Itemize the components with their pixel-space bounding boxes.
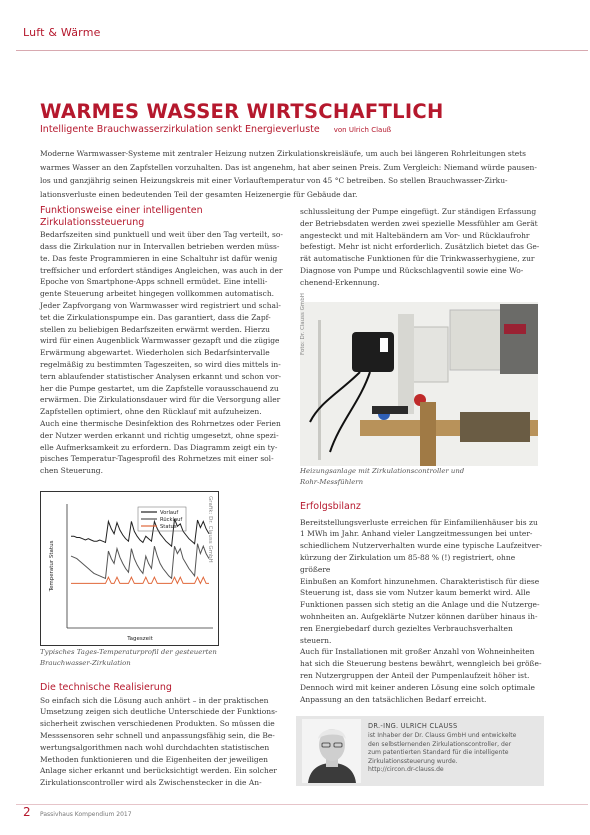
text-line: treffsicher und erfordert ständiges Angleichen, was auch in der xyxy=(40,265,283,275)
text-line: Funktionen passen sich stetig an die Anlage und die Nutzerge- xyxy=(300,600,540,610)
text-line: Messsensoren sehr schnell und anpassungsfähig sein, die Be- xyxy=(40,730,275,740)
text-line: dass die Zirkulation nur in Intervallen betrieben werden müss- xyxy=(40,241,280,251)
bio-line: ist Inhaber der Dr. Clauss GmbH und entwickelte xyxy=(368,732,517,740)
text-line: Zirkulationscontroller wird als Zwischenstecker in die An- xyxy=(40,778,262,788)
text-line: Bedarfszeiten sind punktuell und weit über den Tag verteilt, so- xyxy=(40,230,283,240)
lead-line: Moderne Warmwasser-Systeme mit zentraler Heizung nutzen Zirkulationskreisläufe, um auch bei längeren Rohrleitungen stets xyxy=(40,149,527,158)
caption-line: Rohr-Messfühlern xyxy=(300,477,364,486)
text-line: 1 MWh im Jahr. Anhand vieler Langzeitmessungen bei unter- xyxy=(300,529,533,539)
text-line: befestigt. Mehr ist nicht erforderlich. Zusätzlich bietet das Ge- xyxy=(300,242,540,252)
text-line: Jeder Zapfvorgang von Warmwasser wird registriert und schal- xyxy=(40,300,281,310)
body-text-continuation xyxy=(300,206,546,289)
legend-label: Status xyxy=(160,524,177,530)
caption-line: Brauchwasser-Zirkulation xyxy=(40,658,131,667)
text-line: Umsetzung zeigen sich deutliche Unterschiede der Funktions- xyxy=(40,707,278,717)
text-line: wird für einen Augenblick Warmwasser gezapft und die zügige xyxy=(40,336,280,346)
text-line: Dennoch wird mit keiner anderen Lösung eine solch optimale xyxy=(300,682,535,692)
heading-realisierung: Die technische Realisierung xyxy=(40,682,172,693)
text-line: erwärmen. Die Zirkulationsdauer wird für die Versorgung aller xyxy=(40,395,281,405)
series-line-3 xyxy=(71,577,209,583)
text-line: So einfach sich die Lösung auch anhört – in der praktischen xyxy=(40,695,269,705)
article-title: WARMES WASSER WIRTSCHAFTLICH xyxy=(40,100,444,123)
text-line: hat sich die Steuerung bestens bewährt, wenngleich bei größe- xyxy=(300,659,542,669)
text-line: schiedlichem Nutzerverhalten wurde eine typische Laufzeitver- xyxy=(300,541,543,551)
chart-canvas xyxy=(41,492,218,645)
author-portrait xyxy=(302,719,361,783)
text-line: Auch eine thermische Desinfektion des Rohrnetzes oder Ferien xyxy=(40,418,281,428)
caption-line: Typisches Tages-Temperaturprofil der gesteuerten xyxy=(40,648,217,656)
bio-url[interactable]: http://circon.dr-clauss.de xyxy=(368,766,444,774)
text-line: chen Steuerung. xyxy=(40,466,103,476)
heading-line: Funktionsweise einer intelligenten xyxy=(40,205,203,216)
legend-label: Vorlauf xyxy=(160,510,179,516)
article-subtitle xyxy=(40,124,391,135)
text-line: tet die Zirkulationspumpe ein. Das garantiert, dass die Zapf- xyxy=(40,312,271,322)
bio-name: DR.-ING. ULRICH CLAUSS xyxy=(368,722,458,730)
text-line: ren Energiebedarf durch gezieltes Verbrauchsverhalten steuern. xyxy=(300,623,513,645)
bio-line: den selbstlernenden Zirkulationscontroller, der xyxy=(368,740,512,748)
text-line: wohnheiten an. Aufgeklärte Nutzer können darüber hinaus ih- xyxy=(300,611,538,621)
text-line: Bereitstellungsverluste erreichen für Einfamilienhäuser bis zu xyxy=(300,517,538,527)
author-bio xyxy=(368,722,540,774)
text-line: pisches Temperatur-Tagesprofil des Rohrnetzes mit einer sol- xyxy=(40,454,274,464)
series-line-1 xyxy=(71,519,209,546)
lead-line: lationsverluste einen bedeutenden Teil der gesamten Heizenergie für Gebäude dar. xyxy=(40,189,358,199)
page-number: 2 xyxy=(23,805,31,819)
header-rule xyxy=(16,50,588,51)
chart-credit: Grafik: Dr. Clauss GmbH xyxy=(207,496,213,563)
text-line: Erwärmung abgewartet. Wiederholen sich Bedarfsintervalle xyxy=(40,348,270,358)
text-line: schlussleitung der Pumpe eingefügt. Zur ständigen Erfassung xyxy=(300,207,537,216)
text-line: regelmäßig zu bestimmten Tageszeiten, so wird dies mittels in- xyxy=(40,359,281,369)
portrait-illustration xyxy=(302,719,361,783)
text-line: der Nutzer werden erkannt und richtig umgesetzt, ohne spezi- xyxy=(40,430,279,440)
photo-illustration xyxy=(300,302,538,466)
heating-system-photo xyxy=(300,302,538,466)
text-line: Anpassung an den tatsächlichen Bedarf erreicht. xyxy=(300,694,487,704)
text-line: Einbußen an Komfort hinzunehmen. Charakteristisch für diese xyxy=(300,576,540,586)
text-line: sicherheit zwischen verschiedenen Produkten. So müssen die xyxy=(40,719,275,729)
text-line: Zapfstellen optimiert, ohne den Rücklauf mit aufzuheizen. xyxy=(40,407,262,417)
footer-rule xyxy=(16,804,588,805)
column-2-top xyxy=(300,206,546,289)
column-2-bottom xyxy=(300,501,546,705)
column-1-top xyxy=(40,205,284,477)
text-line: elle Aufmerksamkeit zu erfordern. Das Diagramm zeigt ein ty- xyxy=(40,442,278,452)
lead-line: warmes Wasser an den Zapfstellen vorzuhalten. Das ist angenehm, hat aber seinen Preis. Zum Vergleich: Niemand würde pausen- xyxy=(40,162,537,172)
publication-name: Passivhaus Kompendium 2017 xyxy=(40,811,132,818)
text-line: ren Nutzergruppen der Anteil der Pumpenlaufzeit höher ist. xyxy=(300,670,530,680)
y-axis-label: Temperatur Status xyxy=(49,540,55,592)
text-line: Epoche von Smartphone-Apps schnell ermüdet. Eine intelli- xyxy=(40,277,268,287)
text-line: tern ablaufender statistischer Analysen erkannt und schon vor- xyxy=(40,371,282,381)
chart-caption xyxy=(40,647,284,668)
bio-line: Zirkulationssteuerung wurde. xyxy=(368,757,458,765)
bio-line: zum patentierten Standard für die intelligente xyxy=(368,749,509,757)
heading-line: Zirkulationssteuerung xyxy=(40,216,145,228)
author-byline: von Ulrich Clauß xyxy=(333,126,392,134)
text-line: chenend-Erkennung. xyxy=(300,277,380,287)
heading-funktionsweise xyxy=(40,205,284,228)
series-line-2 xyxy=(71,544,209,579)
text-line: Auch für Installationen mit großer Anzahl von Wohneinheiten xyxy=(300,647,535,657)
photo-credit: Foto: Dr. Clauss GmbH xyxy=(300,293,306,355)
temperature-profile-chart xyxy=(40,491,219,646)
text-line: der Betriebsdaten werden zwei spezielle Messfühler am Gerät xyxy=(300,218,538,228)
column-1-bottom xyxy=(40,682,284,789)
text-line: te. Das feste Programmieren in eine Schaltuhr ist dafür wenig xyxy=(40,253,278,263)
text-line: Diagnose von Pumpe und Rückschlagventil sowie eine Wo- xyxy=(300,265,524,275)
text-line: wertungsalgorithmen nach wohl durchdachten statistischen xyxy=(40,742,270,752)
text-line: Steuerung ist, dass sie vom Nutzer kaum bemerkt wird. Alle xyxy=(300,588,531,598)
legend-label: Rücklauf xyxy=(160,517,183,523)
text-line: kürzung der Zirkulation um 85-88 % (!) registriert, ohne größere xyxy=(300,552,516,574)
body-text-funktionsweise xyxy=(40,229,284,477)
text-line: gente Steuerung arbeitet hingegen vollkommen automatisch. xyxy=(40,289,275,299)
lead-line: los und ganzjährig seinen Heizungskreis mit einer Vorlauftemperatur von 45 °C betreiben. So stellen Brauchwasser-Zirku- xyxy=(40,176,508,186)
text-line: stellen zu beliebigen Bedarfszeiten erwärmt werden. Hierzu xyxy=(40,324,270,334)
text-line: rät automatische Funktionen für die Trinkwasserhygiene, zur xyxy=(300,254,535,264)
text-line: her die Pumpe gestartet, um die Zapfstelle vorausschauend zu xyxy=(40,383,279,393)
caption-line: Heizungsanlage mit Zirkulationscontroller und xyxy=(300,467,465,475)
subtitle-text: Intelligente Brauchwasserzirkulation senkt Energieverluste xyxy=(40,124,320,135)
body-text-erfolgsbilanz xyxy=(300,517,546,706)
text-line: Anlage sicher erkannt und berücksichtigt werden. Ein solcher xyxy=(40,766,277,776)
photo-caption xyxy=(300,466,546,487)
section-tag: Luft & Wärme xyxy=(23,26,101,39)
heading-erfolgsbilanz: Erfolgsbilanz xyxy=(300,501,361,512)
text-line: angesteckt und mit Haltebändern am Vor- und Rücklaufrohr xyxy=(300,230,530,240)
x-axis-label: Tageszeit xyxy=(127,636,153,642)
lead-paragraph xyxy=(40,147,550,201)
body-text-realisierung xyxy=(40,695,284,789)
text-line: Methoden funktionieren und die Eigenheiten der jeweiligen xyxy=(40,754,268,764)
